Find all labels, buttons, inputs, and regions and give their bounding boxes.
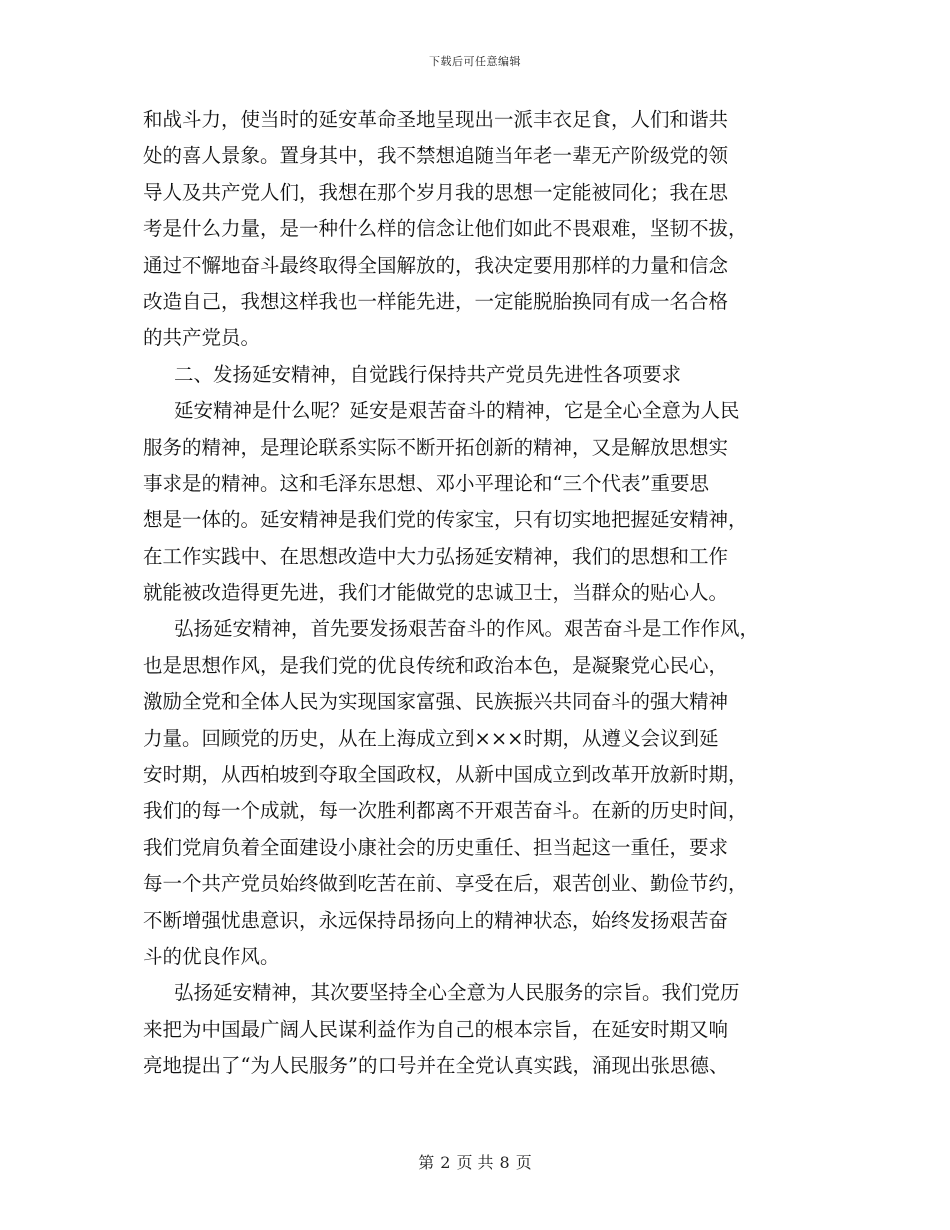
page-header: 下载后可任意编辑 — [429, 55, 521, 68]
text-line: 每一个共产党员始终做到吃苦在前、享受在后，艰苦创业、勤俭节约， — [143, 872, 748, 896]
text-line: 不断增强忧患意识，永远保持昂扬向上的精神状态，始终发扬艰苦奋 — [143, 908, 729, 932]
text-line: 来把为中国最广阔人民谋利益作为自己的根本宗旨，在延安时期又响 — [143, 1017, 729, 1041]
text-line: 安时期，从西柏坡到夺取全国政权，从新中国成立到改革开放新时期， — [143, 763, 748, 787]
text-line: 也是思想作风，是我们党的优良传统和政治本色，是凝聚党心民心， — [143, 653, 729, 677]
text-line: 就能被改造得更先进，我们才能做党的忠诚卫士，当群众的贴心人。 — [143, 581, 729, 605]
footer-mid: 页 共 — [456, 1153, 494, 1172]
text-line: 弘扬延安精神，首先要发扬艰苦奋斗的作风。艰苦奋斗是工作作风， — [174, 617, 760, 641]
footer-suffix: 页 — [515, 1153, 532, 1172]
footer-prefix: 第 — [418, 1153, 435, 1172]
text-line: 我们的每一个成就，每一次胜利都离不开艰苦奋斗。在新的历史时间， — [143, 799, 748, 823]
text-line: 激励全党和全体人民为实现国家富强、民族振兴共同奋斗的强大精神 — [143, 690, 729, 714]
text-line: 导人及共产党人们，我想在那个岁月我的思想一定能被同化；我在思 — [143, 180, 729, 204]
text-line: 弘扬延安精神，其次要坚持全心全意为人民服务的宗旨。我们党历 — [174, 981, 740, 1005]
footer-total-pages: 8 — [499, 1153, 510, 1172]
text-line: 在工作实践中、在思想改造中大力弘扬延安精神，我们的思想和工作 — [143, 544, 729, 568]
text-line: 想是一体的。延安精神是我们党的传家宝，只有切实地把握延安精神， — [143, 508, 748, 532]
text-line: 的共产党员。 — [143, 326, 261, 350]
text-line: 力量。回顾党的历史，从在上海成立到×××时期，从遵义会议到延 — [143, 726, 719, 750]
page-footer — [0, 1150, 950, 1173]
text-line: 亮地提出了“为人民服务”的口号并在全党认真实践，涌现出张思德、 — [143, 1054, 729, 1078]
text-line: 和战斗力，使当时的延安革命圣地呈现出一派丰衣足食，人们和谐共 — [143, 108, 729, 131]
text-line: 延安精神是什么呢？延安是艰苦奋斗的精神，它是全心全意为人民 — [174, 399, 740, 423]
text-line: 处的喜人景象。置身其中，我不禁想追随当年老一辈无产阶级党的领 — [143, 144, 729, 168]
text-line: 通过不懈地奋斗最终取得全国解放的，我决定要用那样的力量和信念 — [143, 253, 729, 277]
text-line: 事求是的精神。这和毛泽东思想、邓小平理论和“三个代表”重要思 — [143, 471, 709, 495]
text-line: 改造自己，我想这样我也一样能先进，一定能脱胎换同有成一名合格 — [143, 289, 729, 313]
text-line: 斗的优良作风。 — [143, 944, 280, 968]
text-line: 服务的精神，是理论联系实际不断开拓创新的精神，又是解放思想实 — [143, 435, 729, 459]
document-body — [143, 102, 823, 1085]
text-line: 二、发扬延安精神，自觉践行保持共产党员先进性各项要求 — [174, 362, 682, 386]
text-line: 考是什么力量，是一种什么样的信念让他们如此不畏艰难，坚韧不拔， — [143, 217, 748, 241]
footer-page-number: 2 — [440, 1153, 451, 1172]
text-line: 我们党肩负着全面建设小康社会的历史重任、担当起这一重任，要求 — [143, 835, 729, 859]
